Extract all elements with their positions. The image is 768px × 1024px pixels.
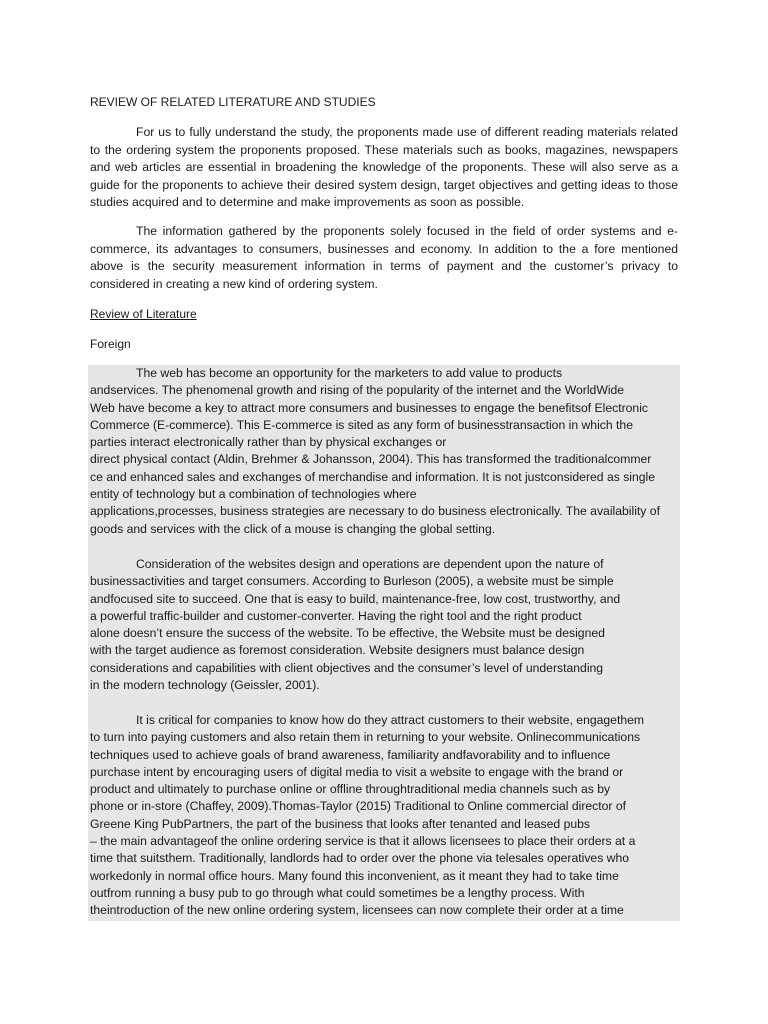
highlight-line: workedonly in normal office hours. Many found this inconvenient, as it meant they had to take time	[90, 868, 619, 883]
intro-paragraph-1-text: For us to fully understand the study, the proponents made use of different reading materials related to the ordering system the proponents proposed. These materials such as books, magazines, newspapers and web articles are essential in broadening the knowledge of the proponents. These will also serve as a guide for the proponents to achieve their desired system design, target objectives and getting ideas to those studies acquired and to determine and make improvements as soon as possible.	[90, 125, 678, 210]
highlight-line: Greene King PubPartners, the part of the business that looks after tenanted and leased pubs	[90, 816, 591, 831]
highlight-line: in the modern technology (Geissler, 2001).	[90, 678, 320, 693]
highlight-line: a powerful traffic-builder and customer-converter. Having the right tool and the right product	[90, 608, 582, 623]
highlight-line: with the target audience as foremost consideration. Website designers must balance design	[90, 643, 585, 658]
highlight-line: goods and services with the click of a mouse is changing the global setting.	[90, 521, 496, 536]
highlight-line: Web have become a key to attract more consumers and businesses to engage the benefitsof Electronic	[90, 400, 649, 415]
highlight-line: outfrom running a busy pub to go through what could sometimes be a lengthy process. With	[90, 885, 585, 900]
intro-paragraph-2	[90, 223, 678, 293]
subsection-title: Foreign	[90, 337, 131, 351]
highlight-line: The web has become an opportunity for the marketers to add value to products	[136, 366, 563, 380]
highlight-paragraph-3	[90, 712, 678, 920]
highlight-line: businessactivities and target consumers. According to Burleson (2005), a website must be simple	[90, 574, 614, 589]
highlight-line: time that suitsthem. Traditionally, landlords had to order over the phone via telesales operatives who	[90, 851, 630, 866]
highlight-line: alone doesn’t ensure the success of the website. To be effective, the Website must be designed	[90, 626, 605, 641]
highlight-line: andservices. The phenomenal growth and rising of the popularity of the internet and the WorldWide	[90, 383, 625, 398]
highlight-line: It is critical for companies to know how do they attract customers to their website, engagethem	[136, 713, 645, 727]
highlight-line: parties interact electronically rather than by physical exchanges or	[90, 435, 447, 450]
highlight-line: purchase intent by encouraging users of digital media to visit a website to engage with the brand or	[90, 764, 624, 779]
highlight-paragraph-1	[90, 365, 678, 538]
highlight-line: theintroduction of the new online ordering system, licensees can now complete their order at a time	[90, 903, 624, 918]
highlight-line: entity of technology but a combination of technologies where	[90, 487, 417, 502]
highlight-line: ce and enhanced sales and exchanges of merchandise and information. It is not justconsidered as single	[90, 469, 656, 484]
section-title: Review of Literature	[90, 307, 197, 321]
highlight-line: Commerce (E-commerce). This E-commerce is sited as any form of businesstransaction in which the	[90, 417, 633, 432]
highlight-line: applications,processes, business strategies are necessary to do business electronically. The availability of	[90, 504, 660, 519]
highlight-line: techniques used to achieve goals of brand awareness, familiarity andfavorability and to influence	[90, 747, 611, 762]
document-heading: REVIEW OF RELATED LITERATURE AND STUDIES	[90, 95, 376, 109]
highlight-paragraph-2	[90, 556, 678, 694]
highlight-line: direct physical contact (Aldin, Brehmer & Johansson, 2004). This has transformed the traditionalcommer	[90, 452, 652, 467]
highlight-line: to turn into paying customers and also retain them in returning to your website. Onlinecommunications	[90, 730, 641, 745]
intro-paragraph-1	[90, 124, 678, 212]
highlight-line: considerations and capabilities with client objectives and the consumer’s level of understanding	[90, 660, 604, 675]
highlight-line: phone or in-store (Chaffey, 2009).Thomas-Taylor (2015) Traditional to Online commercial director of	[90, 799, 627, 814]
highlight-line: Consideration of the websites design and operations are dependent upon the nature of	[136, 557, 604, 571]
highlight-line: andfocused site to succeed. One that is easy to build, maintenance-free, low cost, trustworthy, and	[90, 591, 621, 606]
intro-paragraph-2-text: The information gathered by the proponents solely focused in the field of order systems and e-commerce, its advantages to consumers, businesses and economy. In addition to the a fore mentioned above is the security measurement information in terms of payment and the customer’s privacy to considered in creating a new kind of ordering system.	[90, 224, 678, 291]
highlight-line: – the main advantageof the online ordering service is that it allows licensees to place their orders at a	[90, 834, 636, 849]
highlight-line: product and ultimately to purchase online or offline throughtraditional media channels such as by	[90, 782, 611, 797]
